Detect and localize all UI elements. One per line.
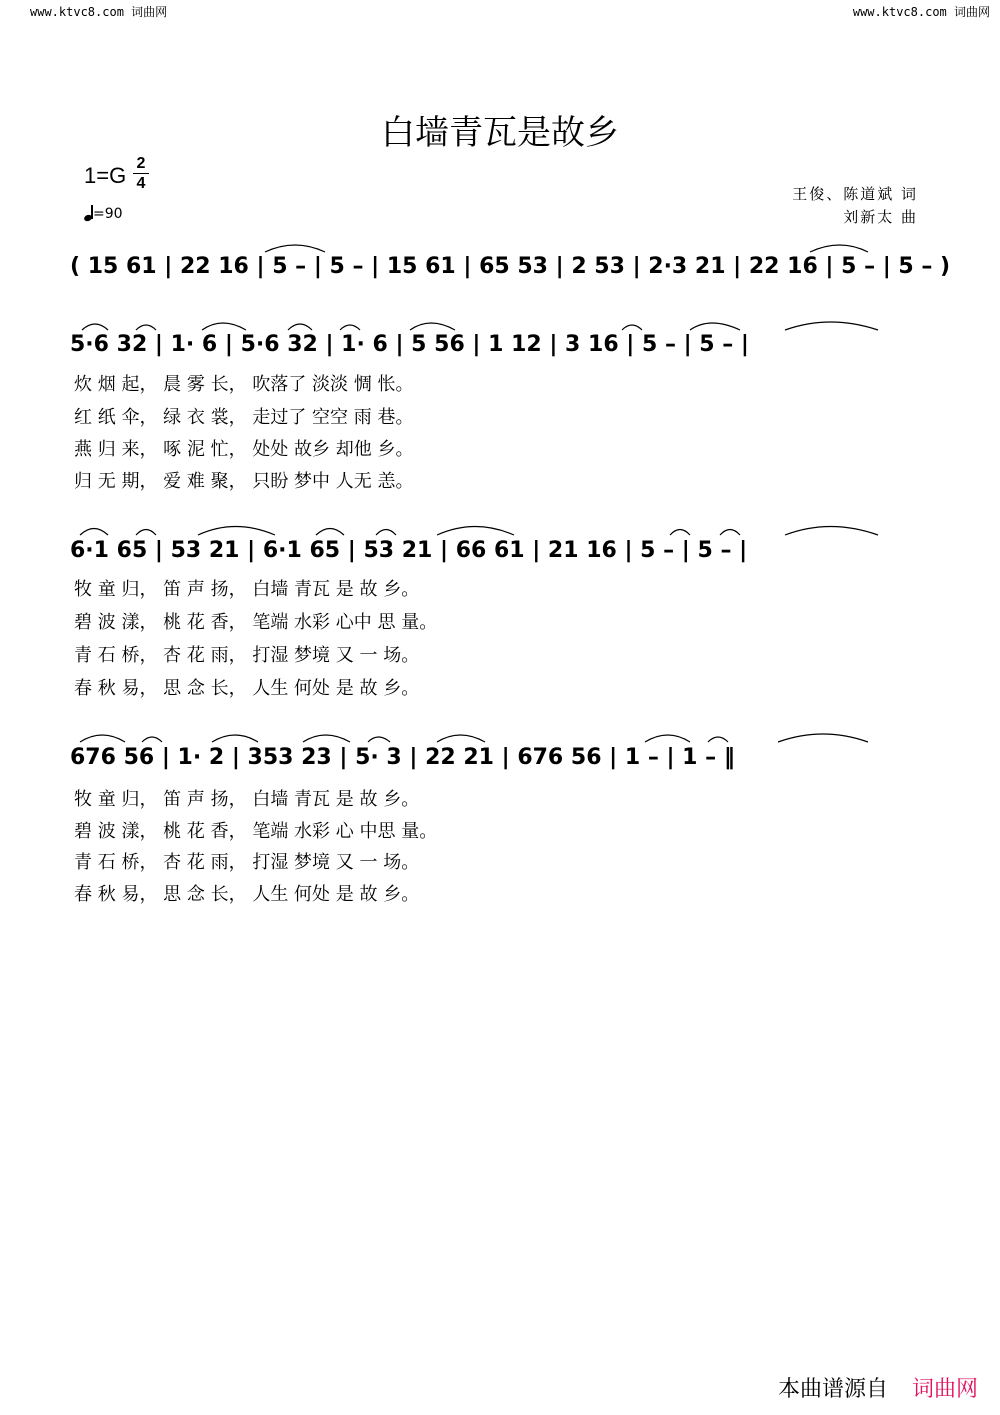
lyric-line: 春 秋 易， 思 念 长， 人生 何处 是 故 乡。 — [74, 678, 420, 699]
lyric-line: 碧 波 漾， 桃 花 香， 笔端 水彩 心中 思 量。 — [74, 612, 438, 633]
lyric-line: 碧 波 漾， 桃 花 香， 笔端 水彩 心 中思 量。 — [74, 821, 438, 842]
lyric-line: 归 无 期， 爱 难 聚， 只盼 梦中 人无 恙。 — [74, 471, 414, 492]
slur-arc — [316, 529, 344, 536]
slur-arc — [785, 527, 878, 536]
music-line-text: ( 15 61 | 22 16 | 5 – | 5 – | 15 61 | 65 53 | 2 53 | 2·3 21 | 22 16 | 5 – | 5 – ) — [70, 254, 951, 279]
lyric-line: 炊 烟 起， 晨 雾 长， 吹落了 淡淡 惆 怅。 — [74, 374, 414, 395]
music-line-text: 5·6 32 | 1· 6 | 5·6 32 | 1· 6 | 5 56 | 1 12 | 3 16 | 5 – | 5 – | — [70, 332, 749, 357]
song-title: 白墙青瓦是故乡 — [381, 113, 619, 153]
tempo-value: =90 — [93, 206, 123, 222]
slur-arc — [82, 324, 108, 330]
slur-arc — [265, 245, 325, 252]
music-line-text: 676 56 | 1· 2 | 353 23 | 5· 3 | 22 21 | 676 56 | 1 – | 1 – ‖ — [70, 745, 735, 770]
lyric-line: 牧 童 归， 笛 声 扬， 白墙 青瓦 是 故 乡。 — [74, 579, 420, 600]
slur-arc — [80, 735, 125, 742]
slur-arc — [670, 530, 690, 536]
slur-arc — [622, 325, 642, 330]
slur-arc — [288, 324, 312, 330]
slur-arc — [80, 529, 108, 536]
slur-arc — [136, 325, 156, 330]
slur-arc — [368, 737, 390, 742]
composer-credit: 刘新太 曲 — [843, 208, 918, 226]
slur-arc — [198, 527, 275, 536]
slur-arc — [810, 245, 868, 252]
slur-arc — [136, 530, 156, 536]
slur-arc — [690, 323, 740, 330]
lyric-line: 牧 童 归， 笛 声 扬， 白墙 青瓦 是 故 乡。 — [74, 789, 420, 810]
music-line-text: 6·1 65 | 53 21 | 6·1 65 | 53 21 | 66 61 | 21 16 | 5 – | 5 – | — [70, 538, 748, 563]
footer-site-link[interactable]: 词曲网 — [911, 1377, 978, 1402]
lyric-line: 燕 归 来， 啄 泥 忙， 处处 故乡 却他 乡。 — [74, 439, 414, 460]
slur-arc — [437, 527, 514, 536]
slur-arc — [303, 735, 350, 742]
slur-arc — [410, 323, 455, 330]
lyricist-credit: 王俊、陈道斌 词 — [792, 185, 918, 203]
slur-arc — [778, 734, 868, 742]
slur-arc — [720, 530, 740, 536]
lyric-line: 春 秋 易， 思 念 长， 人生 何处 是 故 乡。 — [74, 884, 420, 905]
watermark-left: www.ktvc8.com 词曲网 — [30, 5, 168, 19]
slur-arc — [785, 322, 878, 330]
slur-arc — [437, 735, 485, 742]
slur-arc — [212, 735, 258, 742]
slur-arc — [340, 325, 360, 330]
watermark-right: www.ktvc8.com 词曲网 — [852, 5, 990, 19]
slur-arc — [142, 737, 162, 742]
slur-arc — [376, 530, 396, 536]
footer-source-label: 本曲谱源自 — [777, 1377, 888, 1402]
lyric-line: 青 石 桥， 杏 花 雨， 打湿 梦境 又 一 场。 — [74, 645, 420, 666]
time-signature-top: 2 — [136, 155, 146, 172]
time-signature-bottom: 4 — [133, 173, 149, 193]
slur-arc — [202, 323, 246, 330]
lyric-line: 青 石 桥， 杏 花 雨， 打湿 梦境 又 一 场。 — [74, 852, 420, 873]
slur-arc — [708, 737, 728, 742]
key-signature: 1=G — [84, 163, 127, 188]
slur-arc — [645, 735, 690, 742]
lyric-line: 红 纸 伞， 绿 衣 裳， 走过了 空空 雨 巷。 — [74, 407, 414, 428]
